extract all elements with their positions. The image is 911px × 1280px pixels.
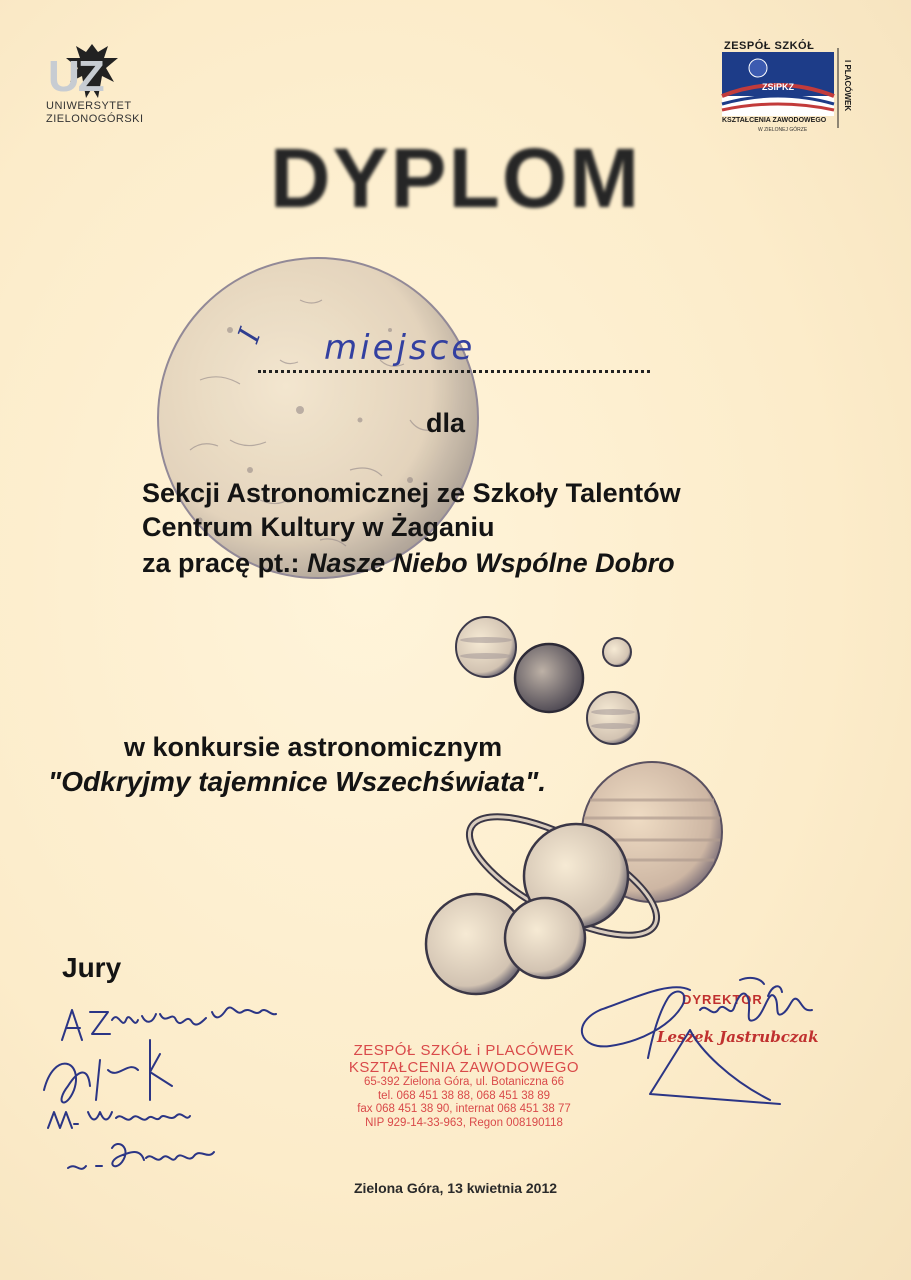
- diploma-title: DYPLOM: [269, 131, 642, 225]
- place-number-handwritten: I: [231, 323, 269, 348]
- university-logo: UZ: [48, 52, 103, 101]
- stamp-nip: NIP 929-14-33-963, Regon 008190118: [365, 1116, 563, 1129]
- contest-line1: w konkursie astronomicznym: [124, 732, 503, 762]
- stamp-tel: tel. 068 451 38 88, 068 451 38 89: [377, 1089, 550, 1102]
- university-name-line2: ZIELONOGÓRSKI: [46, 113, 144, 125]
- stamp-fax: fax 068 451 38 90, internat 068 451 38 77: [357, 1103, 571, 1115]
- school-logo-city-text: W ZIELONEJ GÓRZE: [758, 127, 808, 133]
- school-logo-top-text: ZESPÓŁ SZKÓŁ: [724, 40, 815, 52]
- place-word-handwritten: miejsce: [324, 328, 476, 368]
- director-name: Leszek Jastrubczak: [657, 1028, 819, 1046]
- school-logo-side-text: I PLACÓWEK: [843, 60, 852, 112]
- school-logo-abbr: ZSiPKZ: [762, 82, 795, 92]
- stamp-line2: KSZTAŁCENIA ZAWODOWEGO: [348, 1059, 580, 1076]
- date-place: Zielona Góra, 13 kwietnia 2012: [353, 1180, 558, 1196]
- dla-label: dla: [426, 408, 466, 438]
- work-prefix: za pracę pt.:: [142, 548, 300, 578]
- work-title: Nasze Niebo Wspólne Dobro: [307, 548, 675, 578]
- director-title: DYREKTOR: [682, 992, 763, 1007]
- university-name-line1: UNIWERSYTET: [46, 100, 132, 112]
- jury-label: Jury: [62, 952, 122, 983]
- recipient-line1: Sekcji Astronomicznej ze Szkoły Talentów: [142, 478, 681, 508]
- contest-name: "Odkryjmy tajemnice Wszechświata".: [48, 766, 547, 797]
- school-logo-bottom-text: KSZTAŁCENIA ZAWODOWEGO: [722, 117, 827, 124]
- recipient-line2: Centrum Kultury w Żaganiu: [142, 512, 495, 542]
- stamp-line1: ZESPÓŁ SZKÓŁ i PLACÓWEK: [353, 1042, 575, 1059]
- stamp-address: 65-392 Zielona Góra, ul. Botaniczna 66: [363, 1076, 565, 1088]
